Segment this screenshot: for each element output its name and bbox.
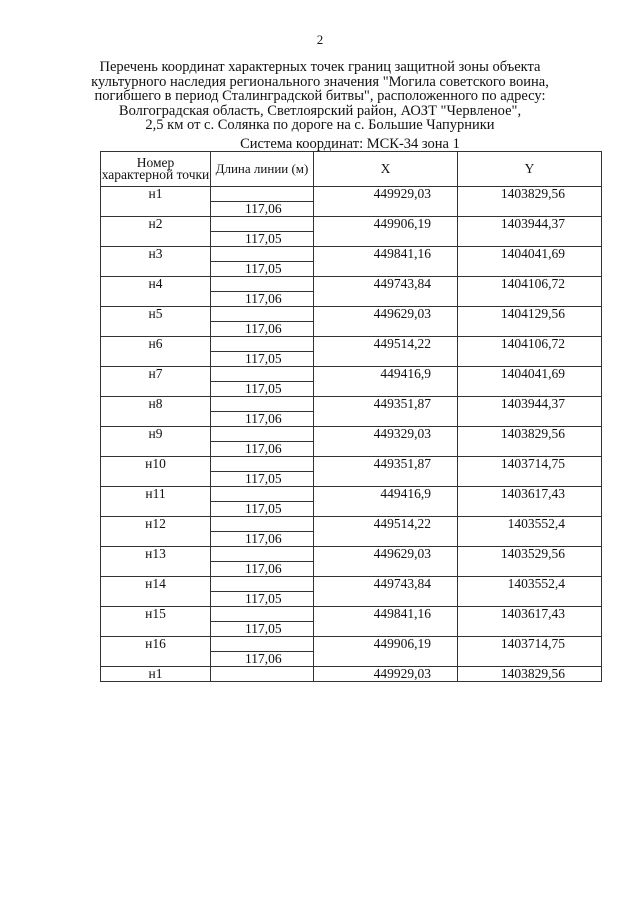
segment-spacer-cell bbox=[101, 622, 211, 637]
segment-spacer-cell bbox=[101, 532, 211, 547]
line-length-cell: 117,05 bbox=[211, 502, 314, 517]
y-coordinate-cell: 1403552,4 bbox=[458, 517, 602, 532]
x-coordinate-cell: 449743,84 bbox=[314, 577, 458, 592]
header-x: X bbox=[314, 152, 458, 187]
header-point-number: Номер характерной точки bbox=[101, 152, 211, 187]
segment-spacer-cell bbox=[458, 472, 602, 487]
length-empty-cell bbox=[211, 517, 314, 532]
x-coordinate-cell: 449514,22 bbox=[314, 337, 458, 352]
line-length-cell: 117,06 bbox=[211, 322, 314, 337]
segment-row bbox=[101, 532, 602, 547]
segment-spacer-cell bbox=[101, 262, 211, 277]
segment-row bbox=[101, 442, 602, 457]
segment-spacer-cell bbox=[458, 442, 602, 457]
x-coordinate-cell: 449906,19 bbox=[314, 217, 458, 232]
point-name-cell: н1 bbox=[101, 667, 211, 682]
segment-spacer-cell bbox=[314, 292, 458, 307]
table-row bbox=[101, 637, 602, 652]
point-name-cell: н4 bbox=[101, 277, 211, 292]
y-coordinate-cell: 1403529,56 bbox=[458, 547, 602, 562]
length-empty-cell bbox=[211, 577, 314, 592]
x-coordinate-cell: 449351,87 bbox=[314, 457, 458, 472]
table-row bbox=[101, 247, 602, 262]
table-row bbox=[101, 277, 602, 292]
segment-spacer-cell bbox=[314, 652, 458, 667]
segment-spacer-cell bbox=[314, 442, 458, 457]
y-coordinate-cell: 1403829,56 bbox=[458, 667, 602, 682]
y-coordinate-cell: 1403714,75 bbox=[458, 457, 602, 472]
point-name-cell: н7 bbox=[101, 367, 211, 382]
line-length-cell: 117,06 bbox=[211, 202, 314, 217]
y-coordinate-cell: 1404106,72 bbox=[458, 277, 602, 292]
table-row bbox=[101, 397, 602, 412]
segment-spacer-cell bbox=[458, 202, 602, 217]
segment-spacer-cell bbox=[314, 472, 458, 487]
point-name-cell: н13 bbox=[101, 547, 211, 562]
segment-spacer-cell bbox=[314, 262, 458, 277]
segment-row bbox=[101, 652, 602, 667]
point-name-cell: н11 bbox=[101, 487, 211, 502]
segment-spacer-cell bbox=[101, 232, 211, 247]
segment-spacer-cell bbox=[314, 352, 458, 367]
segment-spacer-cell bbox=[101, 562, 211, 577]
point-name-cell: н2 bbox=[101, 217, 211, 232]
segment-spacer-cell bbox=[314, 532, 458, 547]
line-length-cell: 117,06 bbox=[211, 442, 314, 457]
segment-spacer-cell bbox=[314, 502, 458, 517]
table-row bbox=[101, 577, 602, 592]
segment-row bbox=[101, 292, 602, 307]
y-coordinate-cell: 1403714,75 bbox=[458, 637, 602, 652]
table-row bbox=[101, 517, 602, 532]
y-coordinate-cell: 1404041,69 bbox=[458, 247, 602, 262]
line-length-cell: 117,06 bbox=[211, 412, 314, 427]
title-line: погибшего в период Сталинградской битвы", расположенного по адресу: bbox=[94, 88, 546, 104]
segment-row bbox=[101, 562, 602, 577]
y-coordinate-cell: 1404129,56 bbox=[458, 307, 602, 322]
line-length-cell: 117,05 bbox=[211, 382, 314, 397]
line-length-cell: 117,05 bbox=[211, 472, 314, 487]
segment-spacer-cell bbox=[458, 622, 602, 637]
segment-row bbox=[101, 322, 602, 337]
segment-spacer-cell bbox=[101, 202, 211, 217]
y-coordinate-cell: 1403944,37 bbox=[458, 397, 602, 412]
document-title bbox=[90, 60, 550, 133]
table-header-row bbox=[101, 152, 602, 187]
x-coordinate-cell: 449514,22 bbox=[314, 517, 458, 532]
segment-spacer-cell bbox=[458, 262, 602, 277]
x-coordinate-cell: 449629,03 bbox=[314, 547, 458, 562]
length-empty-cell bbox=[211, 367, 314, 382]
segment-spacer-cell bbox=[314, 592, 458, 607]
table-row bbox=[101, 337, 602, 352]
point-name-cell: н5 bbox=[101, 307, 211, 322]
y-coordinate-cell: 1404106,72 bbox=[458, 337, 602, 352]
segment-spacer-cell bbox=[458, 292, 602, 307]
segment-spacer-cell bbox=[458, 322, 602, 337]
point-name-cell: н9 bbox=[101, 427, 211, 442]
length-empty-cell bbox=[211, 457, 314, 472]
segment-row bbox=[101, 352, 602, 367]
segment-row bbox=[101, 232, 602, 247]
point-name-cell: н15 bbox=[101, 607, 211, 622]
line-length-cell: 117,05 bbox=[211, 622, 314, 637]
x-coordinate-cell: 449629,03 bbox=[314, 307, 458, 322]
segment-spacer-cell bbox=[101, 412, 211, 427]
segment-spacer-cell bbox=[458, 352, 602, 367]
title-line: Перечень координат характерных точек границ защитной зоны объекта bbox=[99, 59, 541, 75]
table-row bbox=[101, 487, 602, 502]
line-length-cell: 117,06 bbox=[211, 532, 314, 547]
segment-spacer-cell bbox=[314, 622, 458, 637]
segment-spacer-cell bbox=[101, 502, 211, 517]
y-coordinate-cell: 1403617,43 bbox=[458, 607, 602, 622]
length-empty-cell bbox=[211, 397, 314, 412]
title-line: культурного наследия регионального значения "Могила советского воина, bbox=[91, 73, 549, 90]
segment-spacer-cell bbox=[314, 412, 458, 427]
length-empty-cell bbox=[211, 337, 314, 352]
length-empty-cell bbox=[211, 217, 314, 232]
point-name-cell: н12 bbox=[101, 517, 211, 532]
segment-spacer-cell bbox=[101, 652, 211, 667]
length-empty-cell bbox=[211, 547, 314, 562]
coordinates-table-body bbox=[101, 187, 602, 682]
coordinates-table bbox=[100, 151, 602, 682]
segment-spacer-cell bbox=[101, 472, 211, 487]
point-name-cell: н16 bbox=[101, 637, 211, 652]
line-length-cell: 117,05 bbox=[211, 592, 314, 607]
point-name-cell: н8 bbox=[101, 397, 211, 412]
page-number: 2 bbox=[316, 32, 324, 47]
length-empty-cell bbox=[211, 427, 314, 442]
segment-row bbox=[101, 622, 602, 637]
length-empty-cell bbox=[211, 487, 314, 502]
y-coordinate-cell: 1403829,56 bbox=[458, 187, 602, 202]
segment-spacer-cell bbox=[314, 232, 458, 247]
point-name-cell: н6 bbox=[101, 337, 211, 352]
segment-spacer-cell bbox=[101, 322, 211, 337]
y-coordinate-cell: 1403552,4 bbox=[458, 577, 602, 592]
x-coordinate-cell: 449351,87 bbox=[314, 397, 458, 412]
segment-row bbox=[101, 202, 602, 217]
segment-spacer-cell bbox=[314, 322, 458, 337]
segment-spacer-cell bbox=[101, 292, 211, 307]
segment-spacer-cell bbox=[101, 382, 211, 397]
line-length-cell: 117,05 bbox=[211, 232, 314, 247]
header-y: Y bbox=[458, 152, 602, 187]
segment-spacer-cell bbox=[101, 352, 211, 367]
table-row bbox=[101, 187, 602, 202]
title-line: 2,5 км от с. Солянка по дороге на с. Большие Чапурники bbox=[145, 117, 495, 133]
table-row bbox=[101, 607, 602, 622]
x-coordinate-cell: 449841,16 bbox=[314, 247, 458, 262]
table-row bbox=[101, 427, 602, 442]
y-coordinate-cell: 1403829,56 bbox=[458, 427, 602, 442]
segment-row bbox=[101, 262, 602, 277]
segment-row bbox=[101, 502, 602, 517]
segment-spacer-cell bbox=[314, 562, 458, 577]
line-length-cell: 117,06 bbox=[211, 292, 314, 307]
y-coordinate-cell: 1404041,69 bbox=[458, 367, 602, 382]
segment-spacer-cell bbox=[458, 502, 602, 517]
y-coordinate-cell: 1403617,43 bbox=[458, 487, 602, 502]
coordinate-system-caption: Система координат: МСК-34 зона 1 bbox=[240, 136, 460, 152]
segment-row bbox=[101, 412, 602, 427]
x-coordinate-cell: 449416,9 bbox=[314, 487, 458, 502]
table-row bbox=[101, 307, 602, 322]
segment-spacer-cell bbox=[458, 652, 602, 667]
x-coordinate-cell: 449906,19 bbox=[314, 637, 458, 652]
x-coordinate-cell: 449929,03 bbox=[314, 187, 458, 202]
length-empty-cell bbox=[211, 667, 314, 682]
segment-spacer-cell bbox=[458, 562, 602, 577]
segment-row bbox=[101, 592, 602, 607]
line-length-cell: 117,06 bbox=[211, 652, 314, 667]
length-empty-cell bbox=[211, 247, 314, 262]
segment-row bbox=[101, 382, 602, 397]
length-empty-cell bbox=[211, 187, 314, 202]
x-coordinate-cell: 449416,9 bbox=[314, 367, 458, 382]
length-empty-cell bbox=[211, 277, 314, 292]
table-row bbox=[101, 367, 602, 382]
header-line-length: Длина линии (м) bbox=[211, 152, 314, 187]
point-name-cell: н3 bbox=[101, 247, 211, 262]
segment-spacer-cell bbox=[314, 202, 458, 217]
length-empty-cell bbox=[211, 607, 314, 622]
length-empty-cell bbox=[211, 307, 314, 322]
x-coordinate-cell: 449743,84 bbox=[314, 277, 458, 292]
point-name-cell: н10 bbox=[101, 457, 211, 472]
segment-spacer-cell bbox=[458, 532, 602, 547]
segment-spacer-cell bbox=[314, 382, 458, 397]
segment-spacer-cell bbox=[458, 232, 602, 247]
segment-spacer-cell bbox=[101, 442, 211, 457]
x-coordinate-cell: 449841,16 bbox=[314, 607, 458, 622]
segment-spacer-cell bbox=[458, 412, 602, 427]
line-length-cell: 117,05 bbox=[211, 352, 314, 367]
length-empty-cell bbox=[211, 637, 314, 652]
point-name-cell: н14 bbox=[101, 577, 211, 592]
table-row bbox=[101, 667, 602, 682]
table-row bbox=[101, 457, 602, 472]
segment-row bbox=[101, 472, 602, 487]
segment-spacer-cell bbox=[101, 592, 211, 607]
table-row bbox=[101, 547, 602, 562]
segment-spacer-cell bbox=[458, 592, 602, 607]
line-length-cell: 117,06 bbox=[211, 562, 314, 577]
title-line: Волгоградская область, Светлоярский район, АОЗТ "Червленое", bbox=[118, 102, 522, 119]
y-coordinate-cell: 1403944,37 bbox=[458, 217, 602, 232]
line-length-cell: 117,05 bbox=[211, 262, 314, 277]
x-coordinate-cell: 449929,03 bbox=[314, 667, 458, 682]
x-coordinate-cell: 449329,03 bbox=[314, 427, 458, 442]
point-name-cell: н1 bbox=[101, 187, 211, 202]
table-row bbox=[101, 217, 602, 232]
segment-spacer-cell bbox=[458, 382, 602, 397]
